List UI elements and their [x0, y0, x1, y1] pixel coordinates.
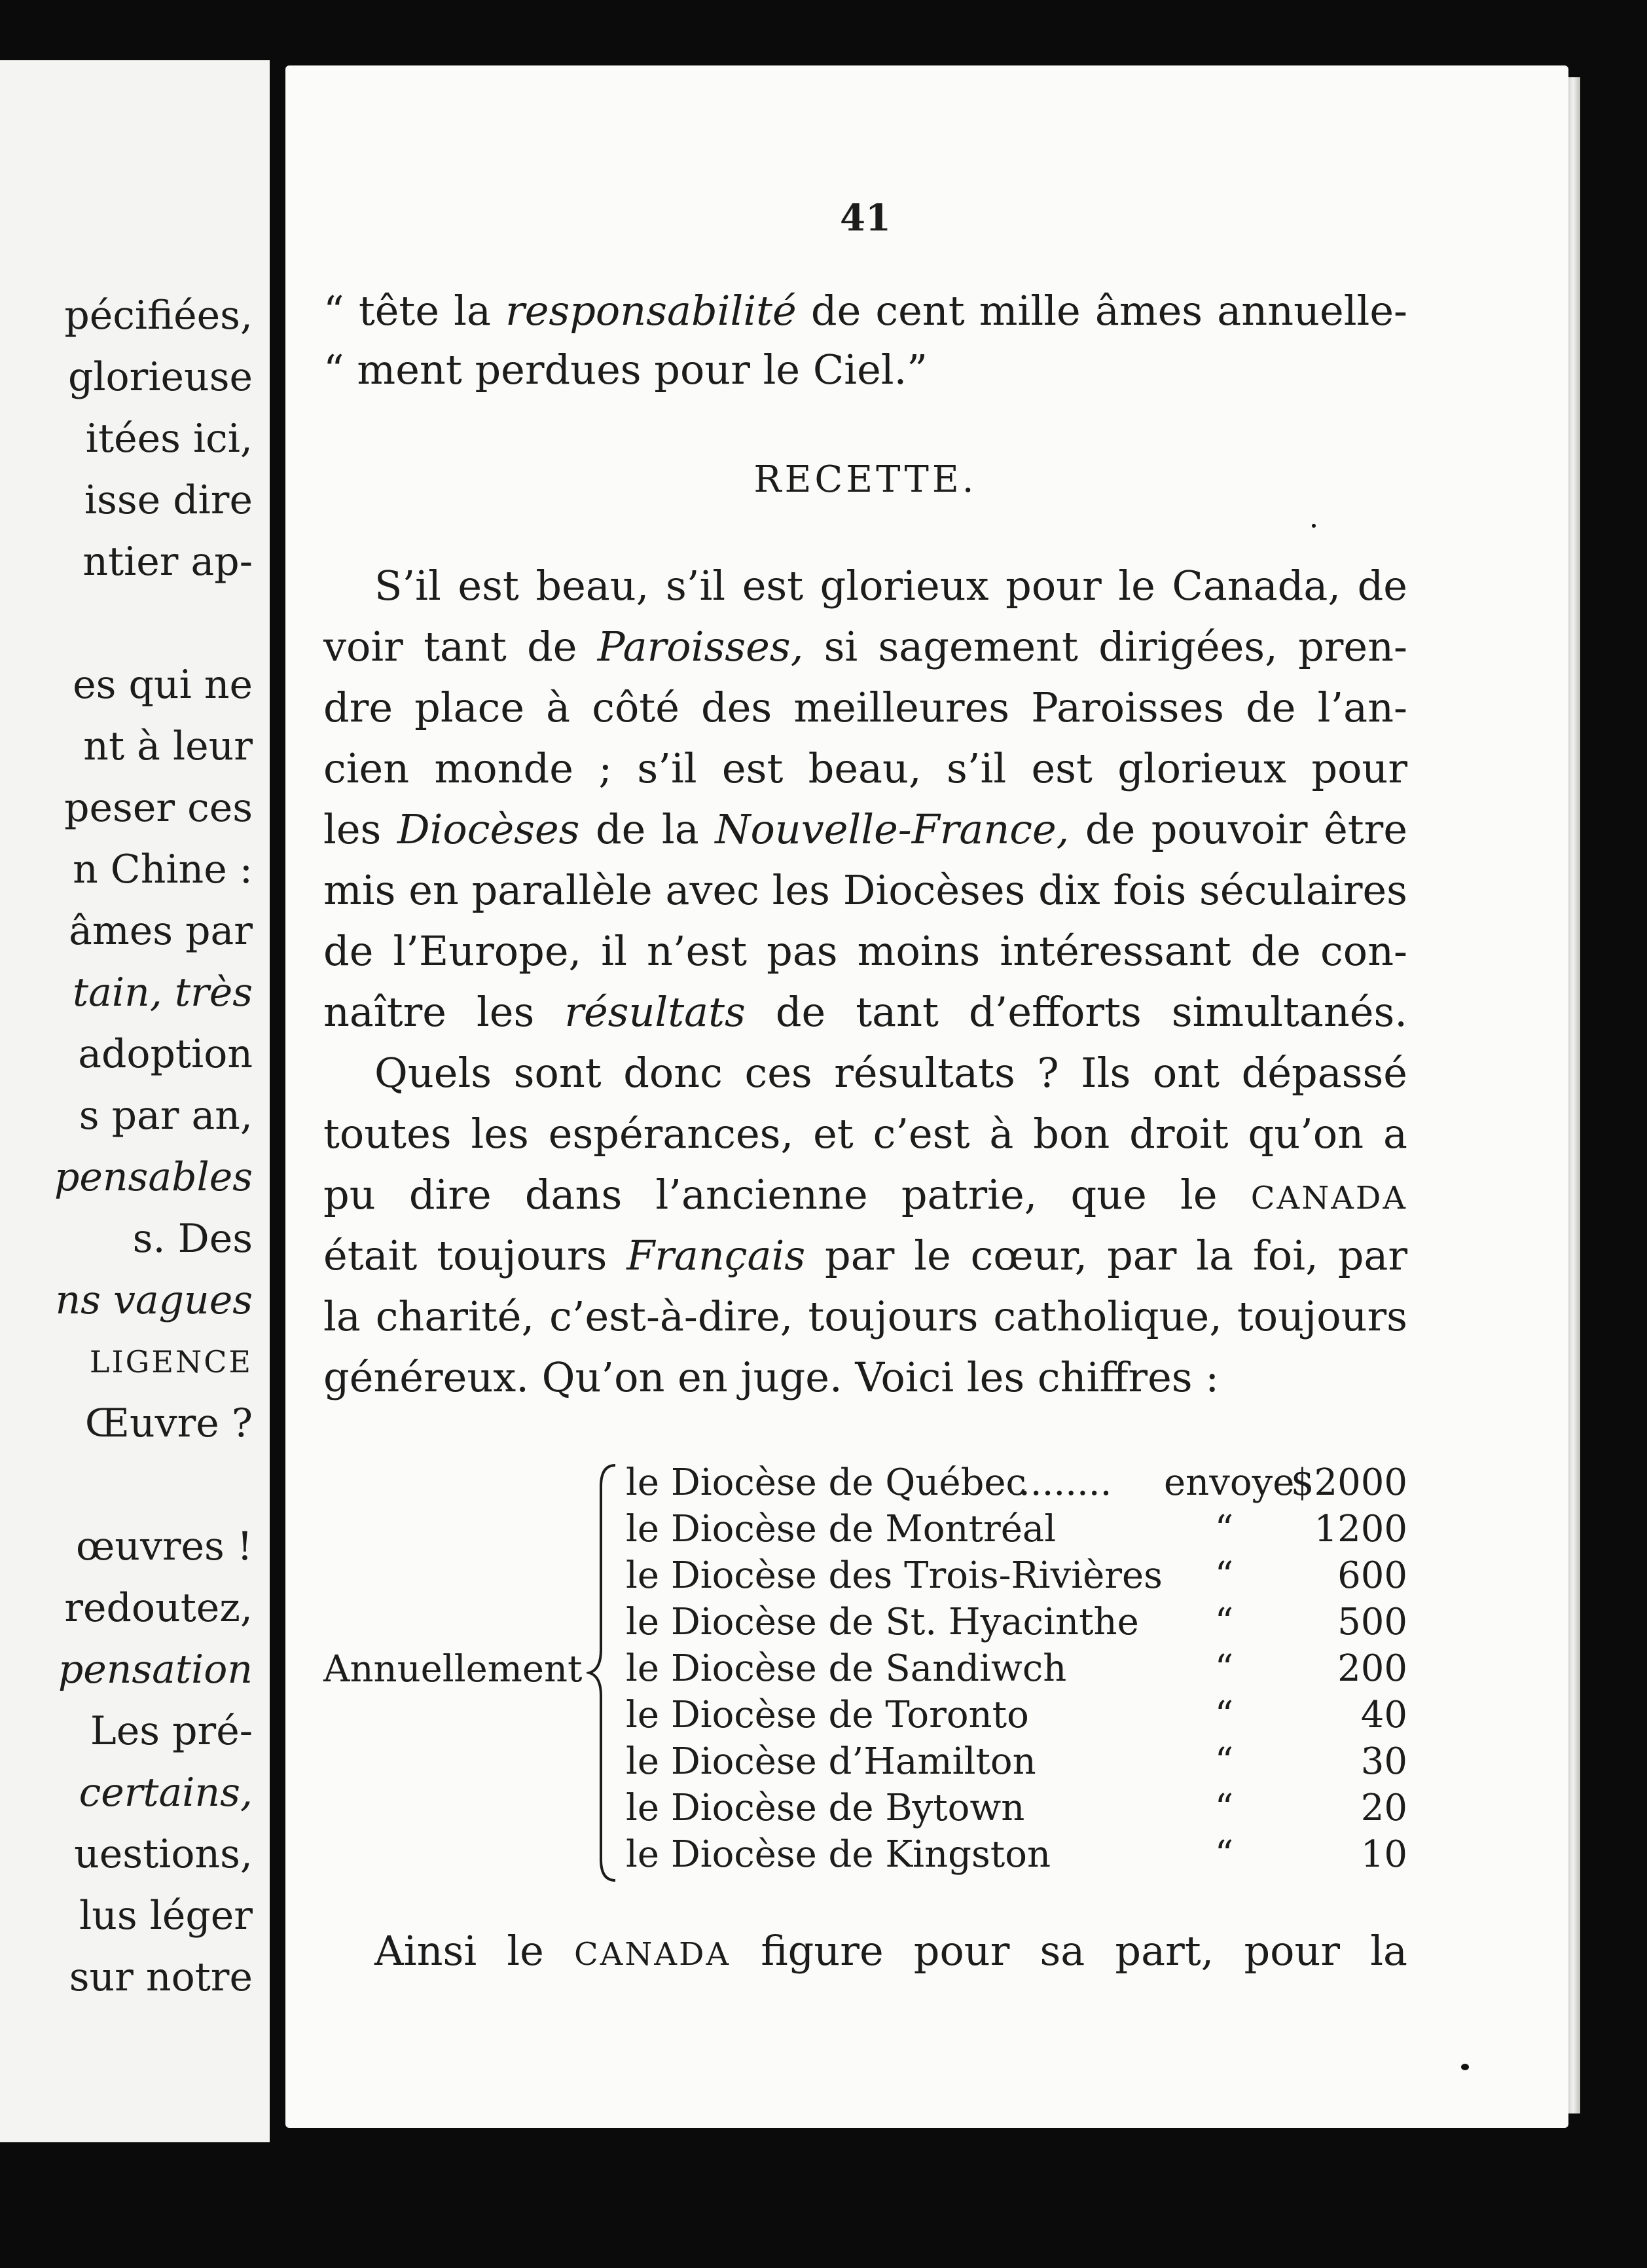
- ditto-mark: “: [1214, 1694, 1234, 1736]
- emphasis: Français: [626, 1232, 806, 1279]
- table-row: [626, 1646, 1407, 1692]
- left-page-line: peser ces: [64, 785, 253, 831]
- diocese-name: le Diocèse de Sandiwch: [626, 1647, 1067, 1690]
- left-page-line: n Chine :: [73, 847, 253, 892]
- quote-text: tête la: [344, 287, 506, 335]
- ink-speck: [1312, 524, 1316, 528]
- para2-line-6: généreux. Qu’on en juge. Voici les chiffres :: [323, 1353, 1220, 1401]
- sends-label: envoye: [1164, 1461, 1295, 1504]
- text: Ainsi le: [374, 1927, 574, 1975]
- amount: $2000: [1290, 1461, 1407, 1504]
- ink-speck: [1461, 2064, 1469, 2070]
- text: si sagement dirigées, pren-: [803, 623, 1407, 670]
- quote-line-1: [323, 288, 1407, 334]
- emphasis: Paroisses,: [597, 623, 804, 670]
- book-gutter: [270, 39, 285, 2174]
- diocese-name: le Diocèse de Kingston: [626, 1833, 1051, 1876]
- left-page-line: redoutez,: [64, 1585, 253, 1631]
- page-number: 41: [840, 196, 891, 240]
- small-caps: CANADA: [573, 1936, 731, 1973]
- emphasis: Diocèses: [397, 805, 580, 853]
- table-row: [626, 1739, 1407, 1785]
- left-page-line: pensation: [58, 1647, 253, 1692]
- table-row: [626, 1507, 1407, 1552]
- left-facing-page: [0, 60, 272, 2142]
- para1-line-7: de l’Europe, il n’est pas moins intéressant de con-: [323, 927, 1407, 975]
- quote-mark: “: [323, 287, 344, 335]
- quote-emphasis: responsabilité: [505, 287, 797, 335]
- left-page-line: ns vagues: [55, 1277, 253, 1323]
- diocese-name: le Diocèse d’Hamilton: [626, 1740, 1036, 1783]
- page-edge: [1568, 77, 1580, 2113]
- left-page-line: glorieuse: [67, 354, 253, 400]
- diocese-name: le Diocèse de Montréal: [626, 1508, 1057, 1550]
- text: naître les: [323, 988, 565, 1036]
- left-page-line: isse dire: [84, 477, 253, 523]
- table-row: [626, 1460, 1407, 1506]
- text: de la: [579, 805, 715, 853]
- table-row: [626, 1832, 1407, 1878]
- left-page-line: adoption: [78, 1031, 253, 1077]
- emphasis: résultats: [564, 988, 746, 1036]
- text: par le cœur, par la foi, par: [805, 1232, 1407, 1279]
- annuellement-label: Annuellement: [323, 1648, 583, 1691]
- quote-text: de cent mille âmes annuelle-: [796, 287, 1407, 335]
- left-page-line: Les pré-: [90, 1708, 253, 1754]
- para1-line-3: dre place à côté des meilleures Paroisses de l’an-: [323, 684, 1407, 731]
- left-page-line: s par an,: [79, 1093, 253, 1139]
- para1-line-8: [323, 989, 1407, 1035]
- diocese-name: le Diocèse de Toronto: [626, 1694, 1029, 1736]
- left-page-line: itées ici,: [85, 416, 253, 462]
- ditto-mark: “: [1214, 1601, 1234, 1643]
- para1-line-6: mis en parallèle avec les Diocèses dix fois séculaires: [323, 866, 1407, 914]
- para2-line-4: [323, 1233, 1407, 1279]
- left-page-line: Œuvre ?: [84, 1400, 253, 1446]
- ditto-mark: “: [1214, 1833, 1234, 1876]
- amount: 200: [1337, 1647, 1407, 1690]
- left-page-line: lus léger: [79, 1893, 253, 1939]
- diocese-name: le Diocèse des Trois-Rivières: [626, 1554, 1163, 1597]
- left-page-line: nt à leur: [83, 723, 253, 769]
- diocese-name: le Diocèse de St. Hyacinthe: [626, 1601, 1139, 1643]
- amount: 10: [1360, 1833, 1407, 1876]
- para1-line-2: [323, 624, 1407, 670]
- left-page-line: œuvres !: [75, 1524, 253, 1569]
- table-row: [626, 1785, 1407, 1831]
- left-page-line: ntier ap-: [82, 539, 253, 585]
- para2-line-2: toutes les espérances, et c’est à bon droit qu’on a: [323, 1110, 1407, 1158]
- left-page-line: sur notre: [69, 1954, 253, 2000]
- left-page-line: âmes par: [69, 908, 253, 954]
- ditto-mark: “: [1214, 1508, 1234, 1550]
- emphasis: Nouvelle-France,: [715, 805, 1070, 853]
- para2-line-3: [323, 1172, 1407, 1221]
- text: de pouvoir être: [1069, 805, 1408, 853]
- para2-line-5: la charité, c’est-à-dire, toujours catholique, toujours: [323, 1292, 1407, 1340]
- para1-line-1: S’il est beau, s’il est glorieux pour le Canada, de: [374, 562, 1407, 610]
- text: les: [323, 805, 397, 853]
- left-page-line: certains,: [79, 1770, 253, 1816]
- para1-line-5: [323, 807, 1407, 852]
- leader-dots: ........: [1019, 1461, 1112, 1504]
- text: figure pour sa part, pour la: [731, 1927, 1407, 1975]
- ditto-mark: “: [1214, 1554, 1234, 1597]
- text: voir tant de: [323, 623, 598, 670]
- diocese-name: le Diocèse de Bytown: [626, 1787, 1025, 1829]
- amount: 1200: [1314, 1508, 1407, 1550]
- text: était toujours: [323, 1232, 627, 1279]
- left-page-line: pensables: [54, 1154, 253, 1200]
- section-heading: RECETTE.: [753, 458, 977, 501]
- amount: 600: [1337, 1554, 1407, 1597]
- left-page-line: uestions,: [74, 1831, 253, 1877]
- amount: 20: [1360, 1787, 1407, 1829]
- table-row: [626, 1553, 1407, 1599]
- para3-line-1: [323, 1928, 1407, 1977]
- curly-brace: [587, 1460, 626, 1886]
- text: pu dire dans l’ancienne patrie, que le: [323, 1171, 1251, 1218]
- ditto-mark: “: [1214, 1740, 1234, 1783]
- table-row: [626, 1692, 1407, 1738]
- left-page-line: es qui ne: [73, 662, 253, 708]
- left-page-line: s. Des: [132, 1216, 253, 1262]
- amount: 30: [1360, 1740, 1407, 1783]
- left-page-line: pécifiées,: [64, 293, 253, 338]
- quote-line-2: “ ment perdues pour le Ciel.”: [323, 346, 928, 393]
- text: de tant d’efforts simultanés.: [745, 988, 1407, 1036]
- left-page-line: LIGENCE: [89, 1344, 253, 1380]
- left-page-line: tain, très: [73, 970, 253, 1015]
- ditto-mark: “: [1214, 1647, 1234, 1690]
- diocese-name: le Diocèse de Québec: [626, 1461, 1026, 1504]
- para1-line-4: cien monde ; s’il est beau, s’il est glorieux pour: [323, 744, 1407, 792]
- table-row: [626, 1600, 1407, 1645]
- amount: 40: [1360, 1694, 1407, 1736]
- small-caps: CANADA: [1250, 1180, 1407, 1216]
- amount: 500: [1337, 1601, 1407, 1643]
- diocese-table: [323, 1460, 1407, 1892]
- para2-line-1: Quels sont donc ces résultats ? Ils ont dépassé: [374, 1049, 1407, 1097]
- ditto-mark: “: [1214, 1787, 1234, 1829]
